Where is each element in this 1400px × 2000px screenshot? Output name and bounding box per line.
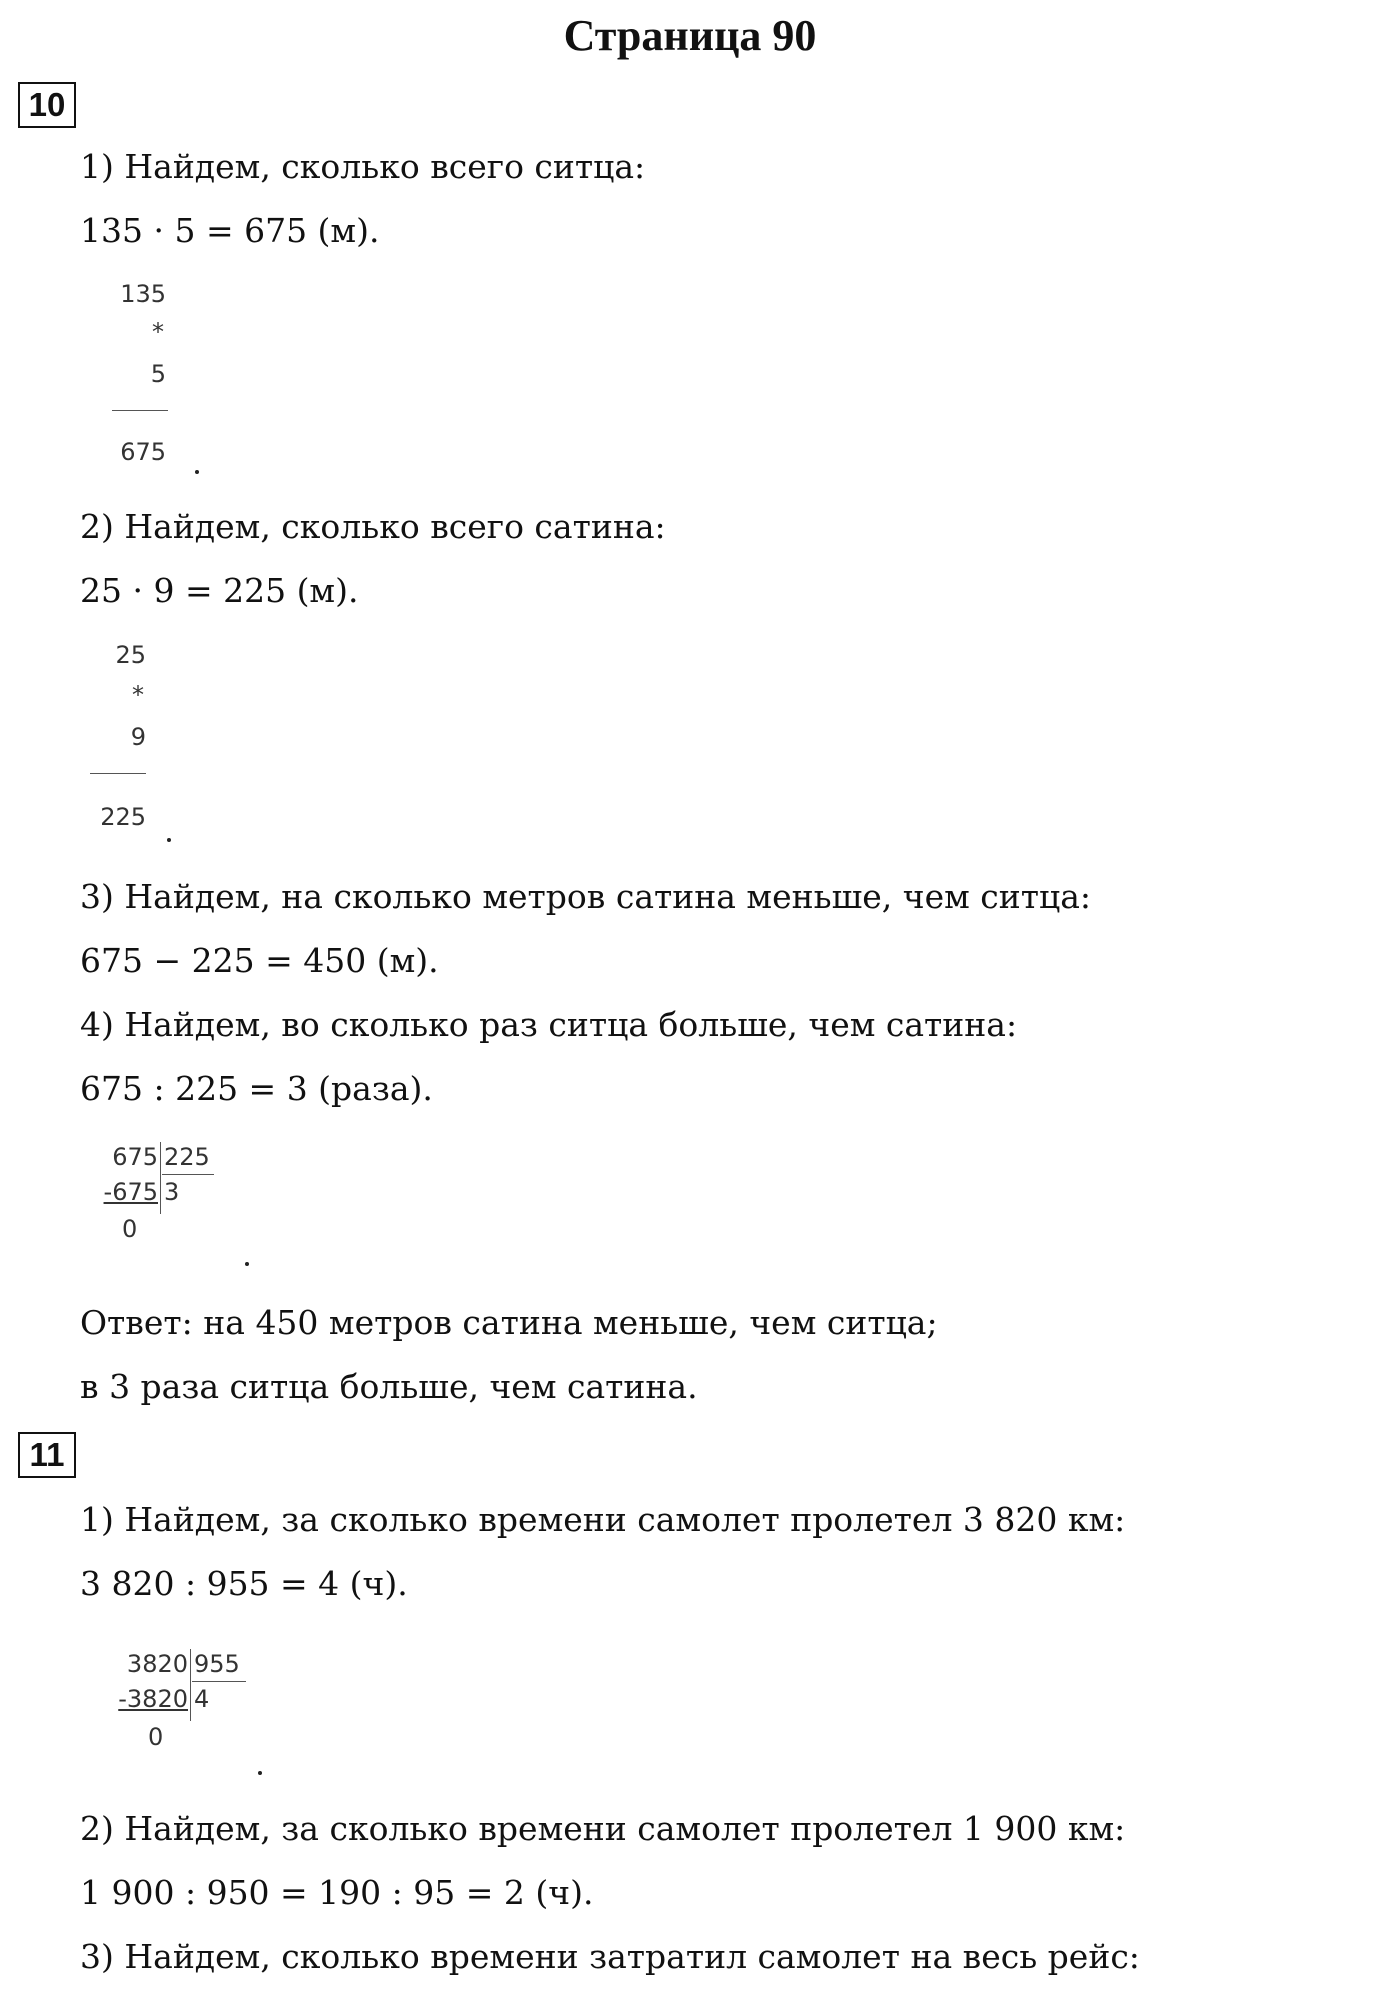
div1-remainder: 0	[122, 1215, 138, 1243]
task11-equation2: 1 900 : 950 = 190 : 95 = 2 (ч).	[80, 1873, 594, 1912]
mult1-rule	[112, 410, 168, 411]
div1-vertical-rule	[160, 1142, 161, 1214]
mult1-dot	[195, 470, 199, 474]
task10-step4: 4) Найдем, во сколько раз ситца больше, чем сатина:	[80, 1005, 1018, 1044]
mult2-top: 25	[115, 641, 146, 669]
div1-dividend: 675	[112, 1143, 158, 1171]
div1-dot	[245, 1262, 249, 1266]
task10-answer-1: Ответ: на 450 метров сатина меньше, чем ситца;	[80, 1303, 938, 1342]
task10-equation4: 675 : 225 = 3 (раза).	[80, 1069, 433, 1108]
mult1-bottom: 5	[150, 360, 166, 388]
div2-subtract: -3820	[118, 1685, 188, 1713]
mult1-top: 135	[120, 280, 166, 308]
task10-equation2: 25 · 9 = 225 (м).	[80, 571, 359, 610]
task-number-11: 11	[18, 1432, 76, 1478]
div2-divisor: 955	[194, 1650, 240, 1678]
mult1-operator: *	[152, 318, 164, 346]
div1-divisor: 225	[164, 1143, 210, 1171]
mult2-rule	[90, 773, 146, 774]
task10-step3: 3) Найдем, на сколько метров сатина меньше, чем ситца:	[80, 877, 1092, 916]
div1-quotient: 3	[164, 1178, 180, 1206]
div2-remainder: 0	[148, 1723, 164, 1751]
task10-step2: 2) Найдем, сколько всего сатина:	[80, 507, 666, 546]
task-number-10: 10	[18, 82, 76, 128]
div2-dividend: 3820	[126, 1650, 188, 1678]
mult2-bottom: 9	[130, 723, 146, 751]
page-title: Страница 90	[563, 11, 817, 60]
div1-divisor-rule	[162, 1174, 214, 1175]
task10-equation1: 135 · 5 = 675 (м).	[80, 211, 380, 250]
mult2-dot	[167, 838, 171, 842]
task10-answer-2: в 3 раза ситца больше, чем сатина.	[80, 1367, 698, 1406]
mult1-result: 675	[120, 438, 166, 466]
task10-step1: 1) Найдем, сколько всего ситца:	[80, 147, 646, 186]
task11-step1: 1) Найдем, за сколько времени самолет пролетел 3 820 км:	[80, 1500, 1126, 1539]
div1-subtract: -675	[103, 1178, 158, 1206]
div2-quotient: 4	[194, 1685, 210, 1713]
mult2-result: 225	[100, 803, 146, 831]
div2-vertical-rule	[190, 1649, 191, 1721]
div2-dot	[258, 1771, 262, 1775]
task11-step2: 2) Найдем, за сколько времени самолет пролетел 1 900 км:	[80, 1809, 1126, 1848]
task11-equation1: 3 820 : 955 = 4 (ч).	[80, 1564, 408, 1603]
div2-divisor-rule	[192, 1681, 246, 1682]
task10-equation3: 675 − 225 = 450 (м).	[80, 941, 439, 980]
task11-step3: 3) Найдем, сколько времени затратил самолет на весь рейс:	[80, 1937, 1140, 1976]
mult2-operator: *	[132, 681, 144, 709]
